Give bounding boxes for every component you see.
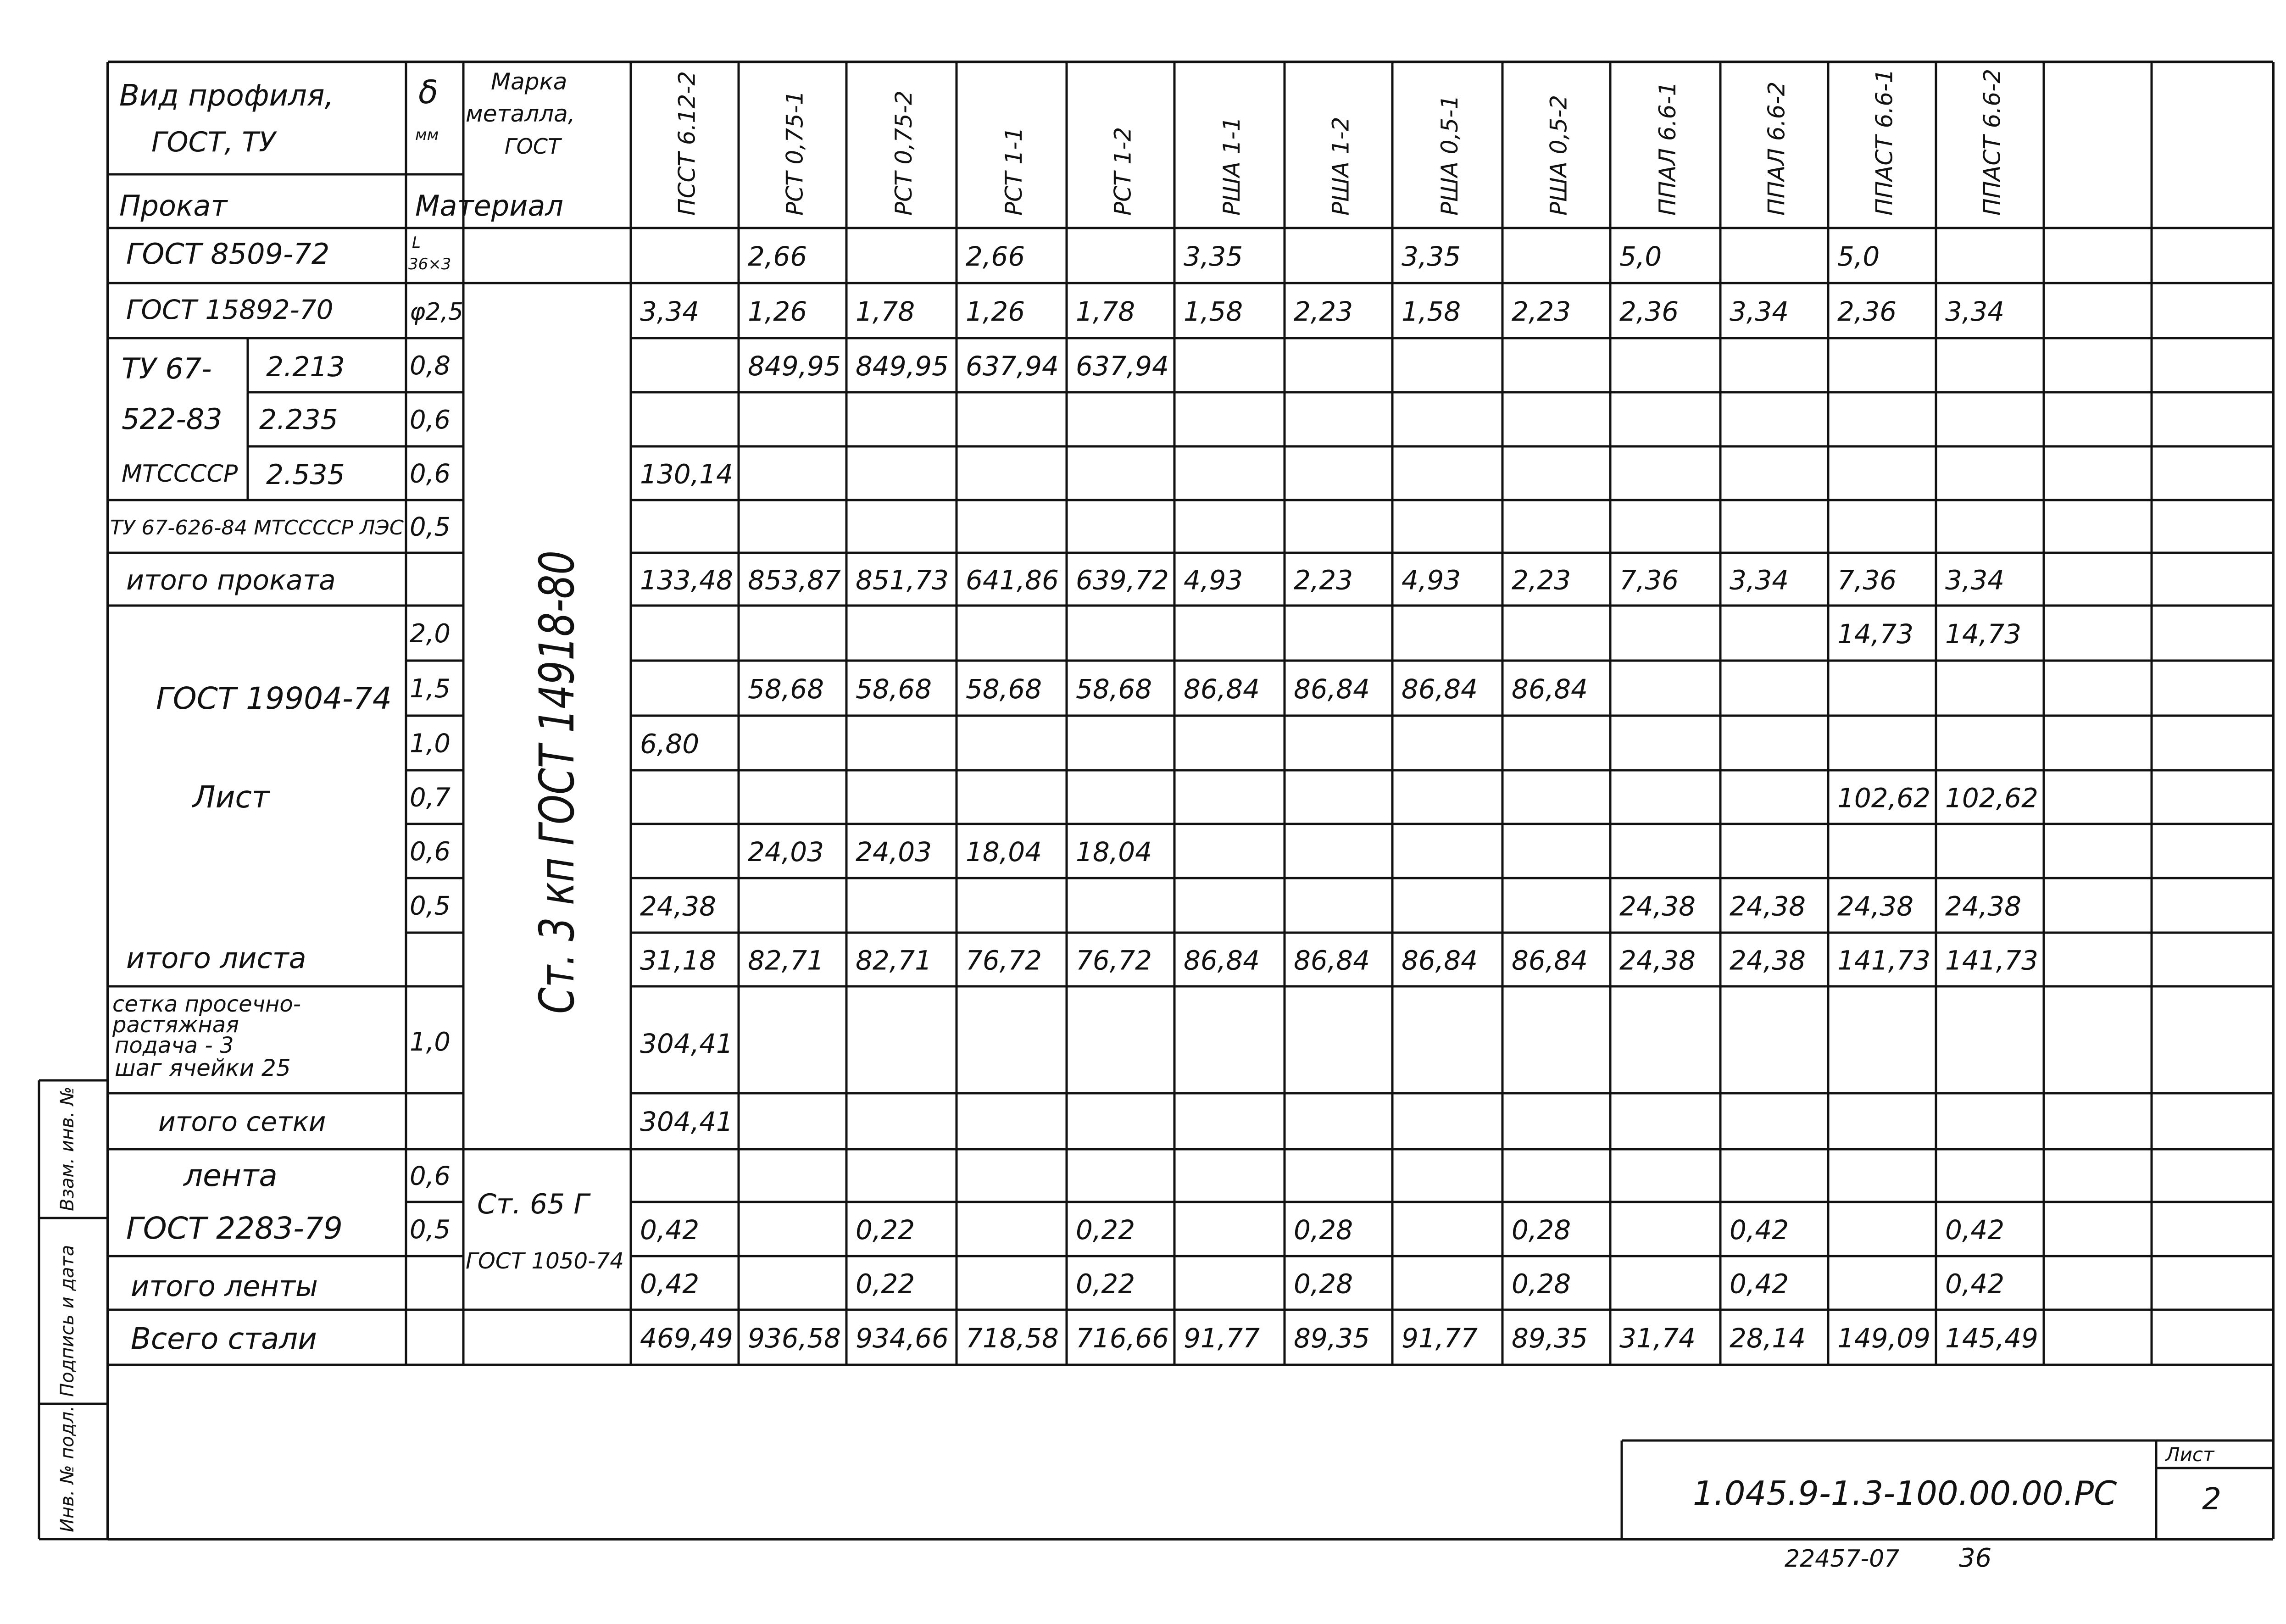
- table-cell: 86,84: [1294, 673, 1370, 705]
- table-cell: 3,34: [1945, 296, 2005, 327]
- sheet-number: 2: [2202, 1481, 2221, 1517]
- row-label: МТССССР: [122, 460, 238, 488]
- table-cell: 58,68: [966, 673, 1042, 705]
- table-cell: 86,84: [1184, 945, 1260, 976]
- row-label: 522-83: [122, 402, 222, 436]
- column-header: РША 0,5-1: [1436, 95, 1463, 216]
- table-cell: 31,74: [1619, 1323, 1696, 1354]
- table-cell: 1,58: [1402, 296, 1461, 327]
- table-cell: 853,87: [748, 564, 841, 596]
- table-cell: 469,49: [640, 1323, 733, 1354]
- table-cell: 24,38: [1619, 890, 1696, 922]
- table-cell: 2,66: [748, 241, 807, 272]
- row-label: итого ленты: [131, 1269, 318, 1303]
- table-cell: 637,94: [1076, 350, 1169, 382]
- table-cell: 28,14: [1730, 1323, 1806, 1354]
- table-cell: 0,42: [1945, 1214, 2005, 1246]
- column-header: ППАЛ 6.6-2: [1763, 81, 1790, 216]
- table-cell: 3,35: [1184, 241, 1243, 272]
- table-cell: 1,26: [748, 296, 807, 327]
- table-cell: 58,68: [748, 673, 824, 705]
- material-tape-grade: Ст. 65 Г: [477, 1188, 589, 1220]
- table-cell: 82,71: [856, 945, 932, 976]
- table-cell: 718,58: [966, 1323, 1059, 1354]
- table-cell: 304,41: [640, 1028, 733, 1059]
- table-cell: 0,28: [1294, 1268, 1353, 1300]
- table-cell: 141,73: [1837, 945, 1930, 976]
- table-cell: 0,22: [856, 1214, 915, 1246]
- table-cell: 86,84: [1512, 673, 1588, 705]
- table-cell: 3,34: [640, 296, 700, 327]
- table-cell: 2,23: [1294, 296, 1353, 327]
- table-cell: 7,36: [1837, 564, 1897, 596]
- table-cell: 0,28: [1294, 1214, 1353, 1246]
- row-label: сетка просечно-: [112, 991, 301, 1017]
- table-cell: 934,66: [856, 1323, 949, 1354]
- table-cell: 91,77: [1402, 1323, 1478, 1354]
- document-code: 1.045.9-1.3-100.00.00.РС: [1693, 1474, 2117, 1513]
- table-cell: 24,38: [1730, 945, 1806, 976]
- table-cell: 24,38: [1945, 890, 2022, 922]
- table-cell: 0,22: [1076, 1214, 1135, 1246]
- table-cell: 14,73: [1945, 618, 2022, 650]
- table-cell: 5,0: [1837, 241, 1880, 272]
- header-profile-label: Вид профиля,: [119, 79, 334, 113]
- table-cell: 58,68: [856, 673, 932, 705]
- table-cell: 14,73: [1837, 618, 1914, 650]
- table-cell: 102,62: [1945, 782, 2038, 814]
- stamp-replace-label: Взам. инв. №: [57, 1086, 78, 1211]
- table-cell: 2,36: [1619, 296, 1679, 327]
- table-cell: 24,38: [1619, 945, 1696, 976]
- column-header: РСТ 1-1: [1001, 127, 1027, 216]
- thickness-value: φ2,5: [410, 298, 463, 326]
- column-header: РША 1-1: [1218, 117, 1245, 216]
- row-label: ГОСТ 2283-79: [126, 1211, 343, 1246]
- row-label: Всего стали: [131, 1322, 317, 1356]
- column-header: ПССТ 6.12-2: [673, 71, 701, 216]
- column-header: ППАЛ 6.6-1: [1654, 81, 1681, 216]
- thickness-value: 1,5: [410, 674, 451, 704]
- row-label: итого проката: [126, 564, 336, 596]
- thickness-value: 1,0: [410, 1027, 451, 1057]
- table-cell: 0,42: [1730, 1214, 1789, 1246]
- table-cell: 1,78: [1076, 296, 1135, 327]
- table-cell: 24,38: [640, 890, 717, 922]
- row-label: ТУ 67-: [122, 352, 212, 385]
- thickness-value: 2,0: [410, 619, 451, 649]
- table-cell: 3,34: [1945, 564, 2005, 596]
- table-cell: 89,35: [1294, 1323, 1370, 1354]
- table-cell: 86,84: [1402, 673, 1478, 705]
- table-cell: 639,72: [1076, 564, 1169, 596]
- thickness-value: 1,0: [410, 729, 451, 759]
- thickness-value: 36×3: [408, 255, 451, 273]
- row-label: итого листа: [126, 941, 306, 975]
- row-label: Лист: [193, 779, 270, 815]
- column-header: РСТ 0,75-2: [890, 90, 917, 216]
- material-tape-gost: ГОСТ 1050-74: [466, 1248, 624, 1274]
- table-cell: 3,34: [1730, 296, 1789, 327]
- table-cell: 18,04: [1076, 836, 1152, 868]
- table-cell: 1,78: [856, 296, 915, 327]
- table-cell: 936,58: [748, 1323, 841, 1354]
- column-header: РША 0,5-2: [1545, 95, 1572, 216]
- row-label: шаг ячейки 25: [115, 1055, 291, 1081]
- row-label: растяжная: [112, 1012, 239, 1038]
- table-cell: 141,73: [1945, 945, 2038, 976]
- row-label: ТУ 67-626-84 МТССССР ЛЭС: [110, 516, 404, 539]
- table-cell: 82,71: [748, 945, 824, 976]
- table-cell: 86,84: [1402, 945, 1478, 976]
- table-cell: 2,23: [1512, 296, 1571, 327]
- table-cell: 5,0: [1619, 241, 1662, 272]
- row-label: итого сетки: [158, 1106, 326, 1137]
- table-cell: 849,95: [748, 350, 841, 382]
- header-rolled-label: Прокат: [119, 189, 228, 222]
- thickness-value: 0,6: [410, 1161, 451, 1191]
- archive-number: 22457-07: [1785, 1545, 1900, 1573]
- row-label: 2.535: [266, 459, 345, 491]
- column-header: ППАСТ 6.6-2: [1979, 68, 2006, 216]
- header-grade-label: Марка: [491, 68, 567, 95]
- table-cell: 1,58: [1184, 296, 1243, 327]
- thickness-value: 0,6: [410, 405, 451, 435]
- table-cell: 0,42: [1730, 1268, 1789, 1300]
- table-cell: 31,18: [640, 945, 717, 976]
- table-cell: 7,36: [1619, 564, 1679, 596]
- thickness-value: 0,5: [410, 1215, 451, 1245]
- table-cell: 2,36: [1837, 296, 1897, 327]
- table-cell: 76,72: [1076, 945, 1152, 976]
- row-label: 2.213: [266, 351, 345, 383]
- table-cell: 86,84: [1512, 945, 1588, 976]
- table-cell: 3,35: [1402, 241, 1461, 272]
- table-cell: 0,42: [1945, 1268, 2005, 1300]
- header-thickness-symbol: δ: [418, 73, 438, 111]
- page-number: 36: [1959, 1543, 1992, 1573]
- header-thickness-unit: мм: [415, 126, 439, 144]
- thickness-value: 0,6: [410, 837, 451, 867]
- stamp-inv-label: Инв. № подл.: [57, 1406, 78, 1532]
- row-label: подача - 3: [115, 1033, 234, 1058]
- table-cell: 58,68: [1076, 673, 1152, 705]
- table-cell: 18,04: [966, 836, 1042, 868]
- header-grade-label: ГОСТ: [505, 134, 561, 159]
- table-cell: 133,48: [640, 564, 733, 596]
- row-label: ГОСТ 8509-72: [126, 237, 330, 271]
- table-cell: 91,77: [1184, 1323, 1260, 1354]
- table-cell: 76,72: [966, 945, 1042, 976]
- table-cell: 1,26: [966, 296, 1025, 327]
- table-cell: 0,22: [856, 1268, 915, 1300]
- header-grade-label: металла,: [466, 100, 575, 127]
- row-label: 2.235: [259, 404, 338, 436]
- stamp-sign-label: Подпись и дата: [57, 1245, 78, 1397]
- table-cell: 89,35: [1512, 1323, 1588, 1354]
- table-cell: 24,38: [1837, 890, 1914, 922]
- thickness-value: L: [412, 234, 421, 252]
- table-cell: 0,28: [1512, 1214, 1571, 1246]
- table-cell: 2,23: [1512, 564, 1571, 596]
- table-cell: 2,66: [966, 241, 1025, 272]
- material-grade-text: Ст. 3 кп ГОСТ 14918-80: [529, 430, 585, 1014]
- table-cell: 0,42: [640, 1214, 700, 1246]
- table-cell: 849,95: [856, 350, 949, 382]
- table-cell: 86,84: [1184, 673, 1260, 705]
- thickness-value: 0,7: [410, 783, 451, 813]
- table-cell: 149,09: [1837, 1323, 1930, 1354]
- table-cell: 24,03: [856, 836, 932, 868]
- column-header: РСТ 1-2: [1109, 127, 1136, 216]
- table-cell: 6,80: [640, 728, 700, 760]
- table-cell: 0,42: [640, 1268, 700, 1300]
- column-header: РСТ 0,75-1: [781, 90, 808, 216]
- table-cell: 0,28: [1512, 1268, 1571, 1300]
- table-cell: 86,84: [1294, 945, 1370, 976]
- thickness-value: 0,5: [410, 891, 451, 921]
- table-cell: 851,73: [856, 564, 949, 596]
- table-cell: 641,86: [966, 564, 1059, 596]
- table-cell: 0,22: [1076, 1268, 1135, 1300]
- table-cell: 716,66: [1076, 1323, 1169, 1354]
- thickness-value: 0,5: [410, 512, 451, 542]
- table-cell: 3,34: [1730, 564, 1789, 596]
- table-cell: 24,38: [1730, 890, 1806, 922]
- row-label: ГОСТ 15892-70: [126, 294, 334, 325]
- header-material-label: Материал: [415, 189, 564, 222]
- table-cell: 102,62: [1837, 782, 1930, 814]
- row-label: лента: [184, 1158, 278, 1193]
- table-cell: 637,94: [966, 350, 1059, 382]
- table-cell: 24,03: [748, 836, 824, 868]
- table-cell: 4,93: [1402, 564, 1461, 596]
- table-cell: 2,23: [1294, 564, 1353, 596]
- column-header: РША 1-2: [1327, 117, 1354, 216]
- thickness-value: 0,6: [410, 459, 451, 489]
- header-profile-label: ГОСТ, ТУ: [151, 126, 276, 158]
- table-cell: 4,93: [1184, 564, 1243, 596]
- table-cell: 304,41: [640, 1106, 733, 1137]
- table-cell: 130,14: [640, 458, 733, 490]
- column-header: ППАСТ 6.6-1: [1871, 68, 1898, 216]
- row-label: ГОСТ 19904-74: [156, 681, 392, 716]
- table-cell: 145,49: [1945, 1323, 2038, 1354]
- sheet-label: Лист: [2165, 1443, 2214, 1466]
- thickness-value: 0,8: [410, 351, 451, 381]
